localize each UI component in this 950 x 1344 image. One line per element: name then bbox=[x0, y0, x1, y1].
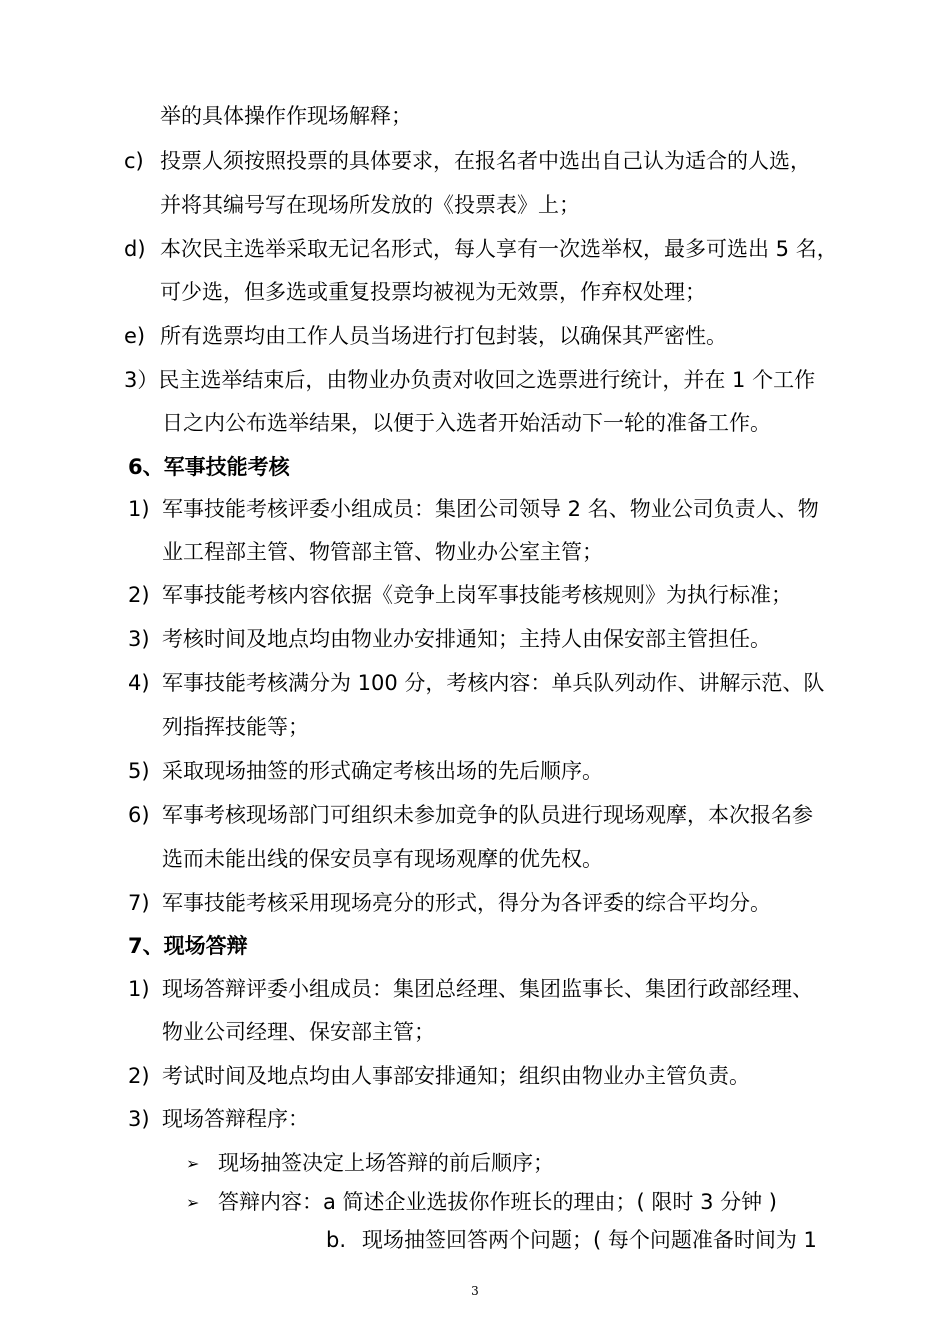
list-marker: 3) bbox=[128, 627, 150, 651]
text-line: 投票人须按照投票的具体要求，在报名者中选出自己认为适合的人选， bbox=[160, 149, 811, 173]
list-marker: b. bbox=[326, 1228, 347, 1252]
list-marker: 5) bbox=[128, 759, 150, 783]
text-line: 现场答辩程序： bbox=[162, 1107, 309, 1131]
text-line: 现场抽签回答两个问题；( 每个问题准备时间为 1 bbox=[362, 1228, 817, 1252]
text-line: 军事技能考核采用现场亮分的形式，得分为各评委的综合平均分。 bbox=[162, 891, 771, 915]
section-heading: 7、现场答辩 bbox=[128, 934, 248, 958]
text-line: 考核时间及地点均由物业办安排通知；主持人由保安部主管担任。 bbox=[162, 627, 771, 651]
section-heading: 6、军事技能考核 bbox=[128, 455, 290, 479]
bullet-arrow: ➢ bbox=[186, 1154, 200, 1173]
text-line: 可少选，但多选或重复投票均被视为无效票，作弃权处理； bbox=[160, 280, 706, 304]
list-marker: 1) bbox=[128, 977, 150, 1001]
list-marker: 4) bbox=[128, 671, 150, 695]
text-line: 并将其编号写在现场所发放的《投票表》上； bbox=[160, 193, 580, 217]
text-line: 本次民主选举采取无记名形式，每人享有一次选举权，最多可选出 5 名， bbox=[160, 237, 838, 261]
text-line: 现场答辩评委小组成员：集团总经理、集团监事长、集团行政部经理、 bbox=[162, 977, 813, 1001]
page-number: 3 bbox=[471, 1284, 479, 1298]
text-line: 3）民主选举结束后，由物业办负责对收回之选票进行统计，并在 1 个工作 bbox=[124, 368, 816, 392]
text-line: 现场抽签决定上场答辩的前后顺序； bbox=[218, 1151, 554, 1175]
text-line: 军事考核现场部门可组织未参加竞争的队员进行现场观摩，本次报名参 bbox=[162, 803, 813, 827]
list-marker: e) bbox=[124, 324, 146, 348]
text-line: 日之内公布选举结果，以便于入选者开始活动下一轮的准备工作。 bbox=[162, 411, 771, 435]
list-marker: c) bbox=[124, 149, 144, 173]
text-line: 举的具体操作作现场解释； bbox=[160, 104, 412, 128]
list-marker: 1) bbox=[128, 497, 150, 521]
list-marker: d) bbox=[124, 237, 146, 261]
text-line: 业工程部主管、物管部主管、物业办公室主管； bbox=[162, 540, 603, 564]
list-marker: 6) bbox=[128, 803, 150, 827]
list-marker: 7) bbox=[128, 891, 150, 915]
text-line: 考试时间及地点均由人事部安排通知；组织由物业办主管负责。 bbox=[162, 1064, 750, 1088]
text-line: 军事技能考核满分为 100 分，考核内容：单兵队列动作、讲解示范、队 bbox=[162, 671, 825, 695]
text-line: 军事技能考核内容依据《竞争上岗军事技能考核规则》为执行标准； bbox=[162, 583, 792, 607]
text-line: 列指挥技能等； bbox=[162, 715, 309, 739]
text-line: 选而未能出线的保安员享有现场观摩的优先权。 bbox=[162, 847, 603, 871]
text-line: 采取现场抽签的形式确定考核出场的先后顺序。 bbox=[162, 759, 603, 783]
list-marker: 2) bbox=[128, 583, 150, 607]
list-marker: 2) bbox=[128, 1064, 150, 1088]
text-line: 答辩内容：a 简述企业选拔你作班长的理由；( 限时 3 分钟 ) bbox=[218, 1190, 777, 1214]
text-line: 所有选票均由工作人员当场进行打包封装，以确保其严密性。 bbox=[160, 324, 727, 348]
text-line: 军事技能考核评委小组成员：集团公司领导 2 名、物业公司负责人、物 bbox=[162, 497, 819, 521]
text-line: 物业公司经理、保安部主管； bbox=[162, 1020, 435, 1044]
list-marker: 3) bbox=[128, 1107, 150, 1131]
bullet-arrow: ➢ bbox=[186, 1193, 200, 1212]
